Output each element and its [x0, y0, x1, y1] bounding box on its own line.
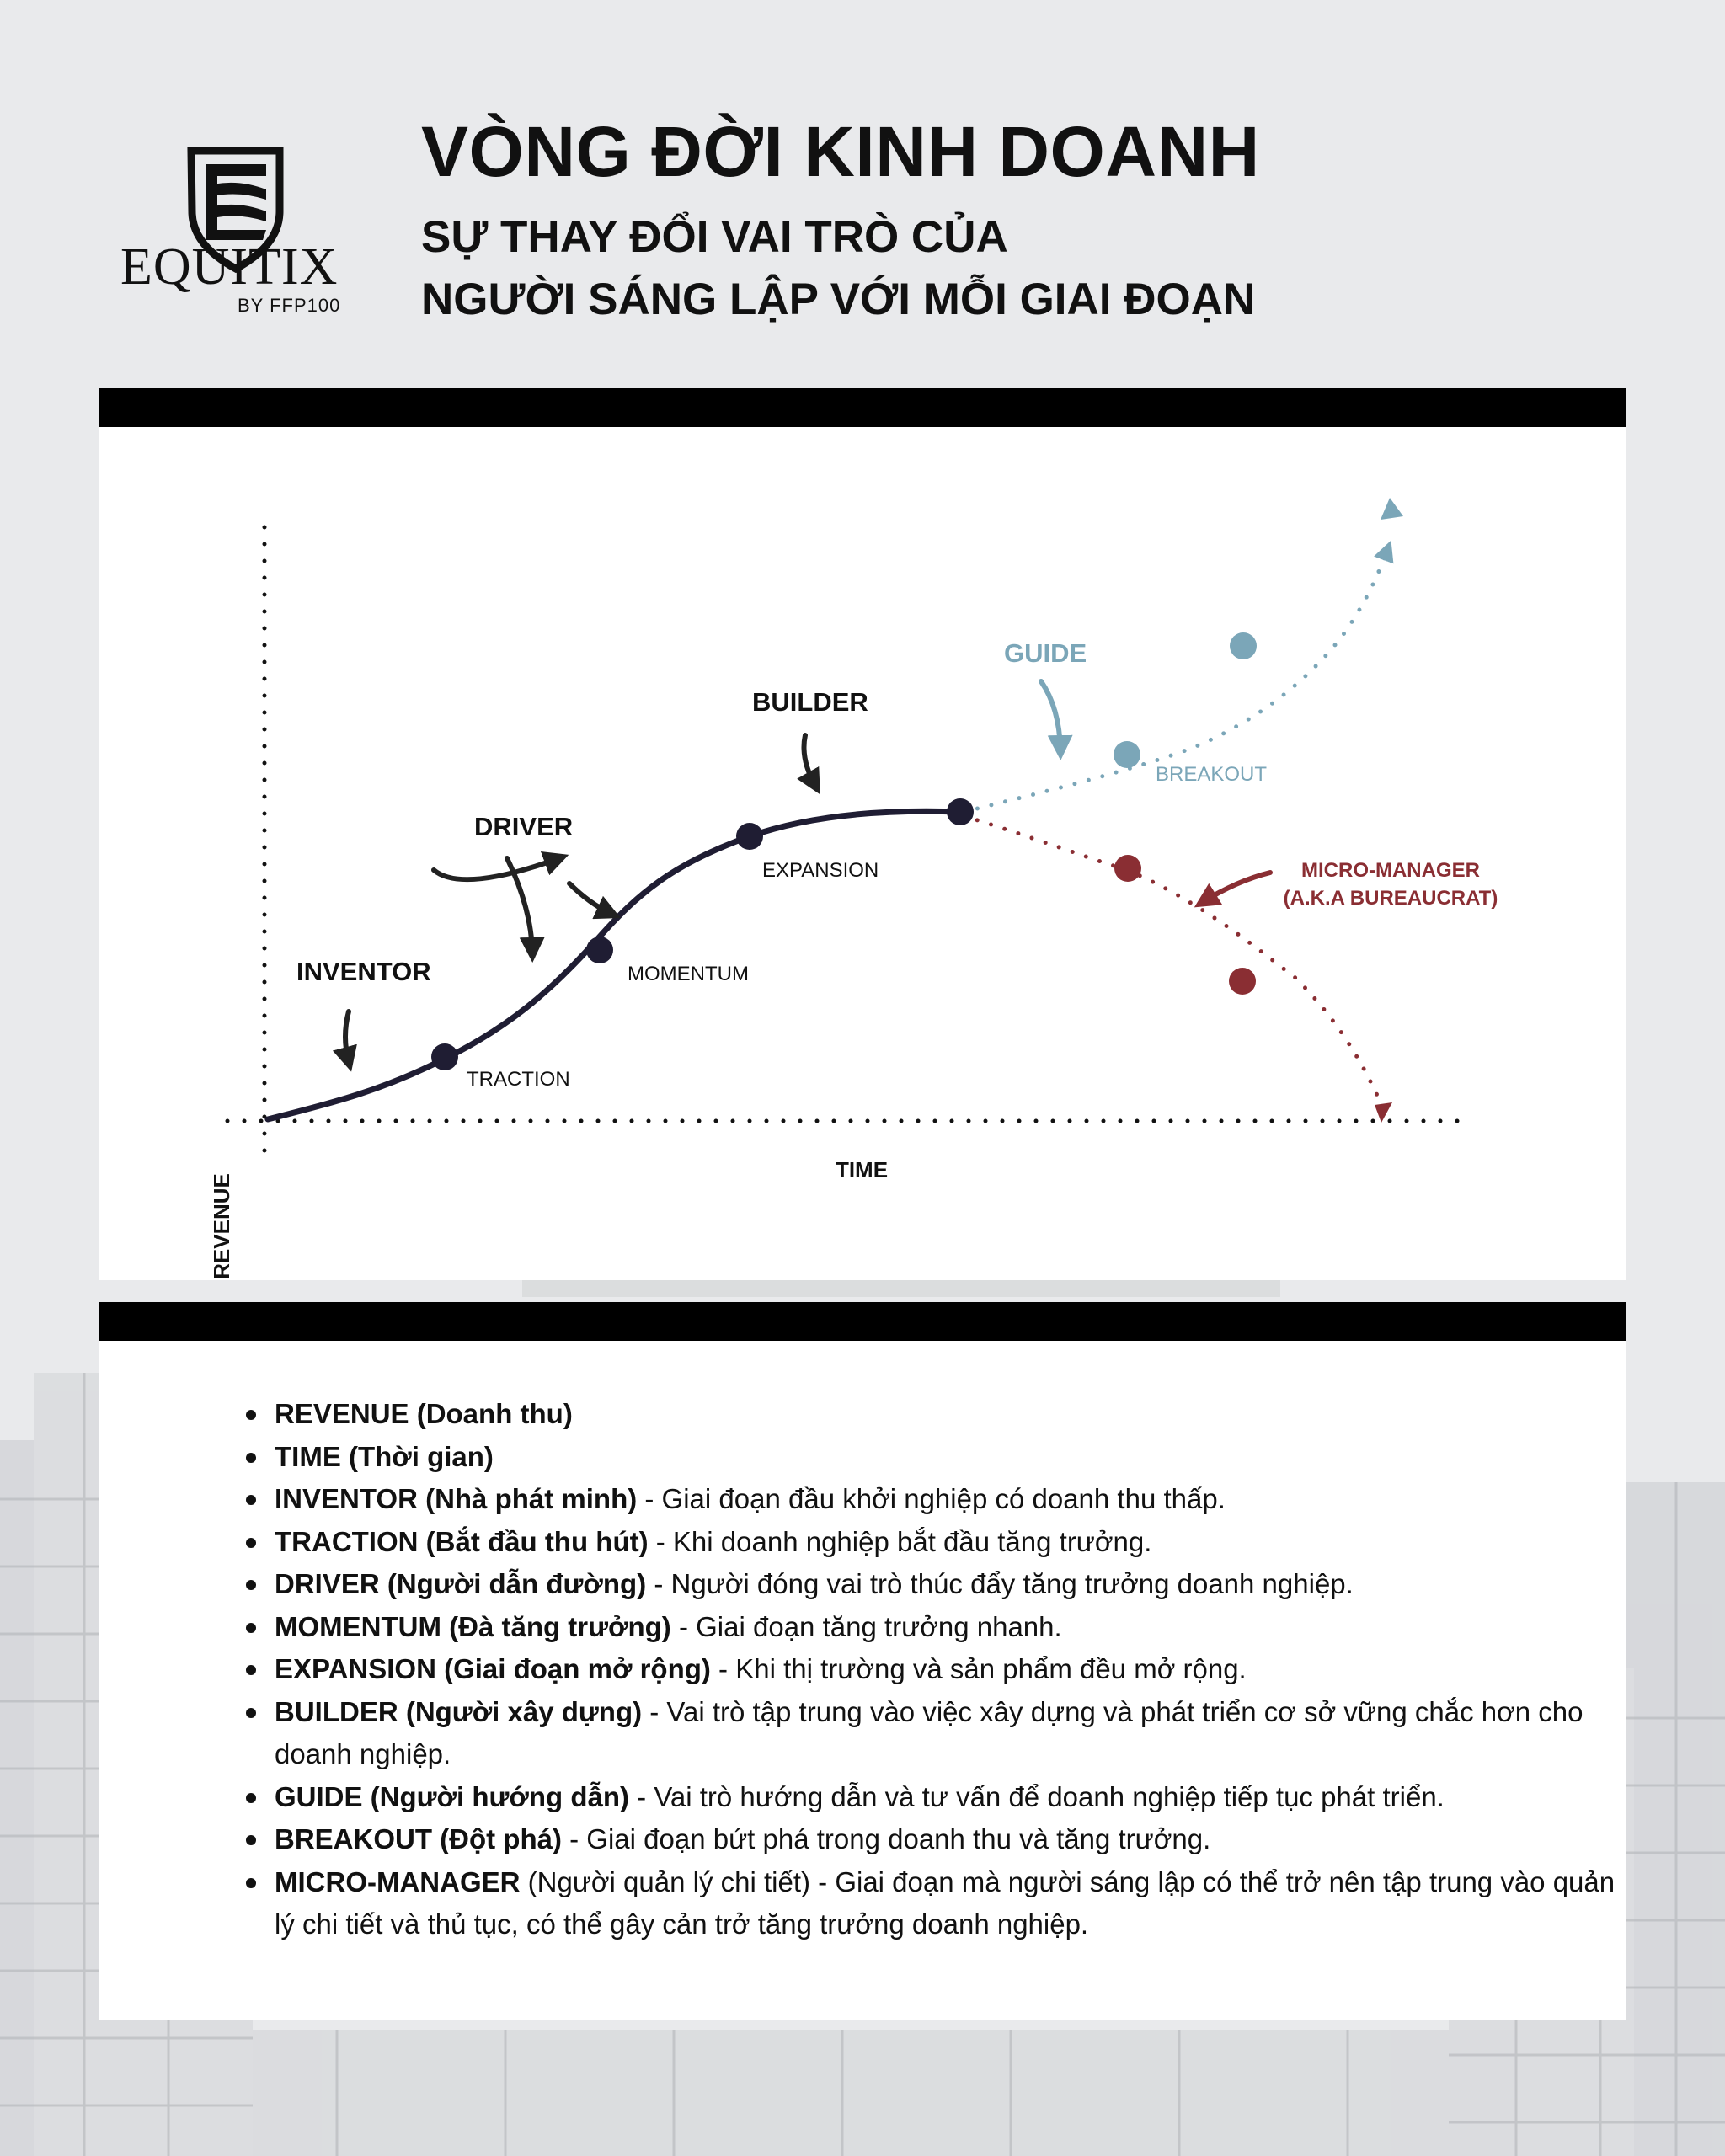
- brand-tagline: BY FFP100: [238, 295, 341, 316]
- lifecycle-diagram-panel: [99, 388, 1626, 1280]
- guide-end-arrow: [1381, 498, 1403, 520]
- glossary-term: TRACTION (Bắt đầu thu hút): [275, 1525, 649, 1557]
- page-title: VÒNG ĐỜI KINH DOANH: [421, 112, 1260, 191]
- glossary-item: [253, 1563, 1617, 1606]
- glossary-description: - Khi doanh nghiệp bắt đầu tăng trưởng.: [648, 1525, 1152, 1557]
- brand-name: EQUITIX: [120, 238, 339, 296]
- driver-arrow-1: [434, 858, 559, 879]
- micro-manager-arrow: [1203, 873, 1270, 902]
- driver-label: DRIVER: [474, 812, 574, 841]
- glossary-item: [253, 1648, 1617, 1691]
- glossary-item: [253, 1606, 1617, 1649]
- glossary-description: - Người đóng vai trò thúc đẩy tăng trưởng doanh nghiệp.: [646, 1568, 1354, 1599]
- expansion-label: EXPANSION: [762, 859, 879, 882]
- glossary-item: [253, 1521, 1617, 1564]
- micro-manager-label: MICRO-MANAGER: [1301, 859, 1480, 882]
- glossary-item: [253, 1393, 1617, 1436]
- glossary-term: BREAKOUT (Đột phá): [275, 1823, 562, 1854]
- glossary-list: [253, 1393, 1617, 1946]
- lifecycle-diagram: [99, 388, 1626, 1280]
- glossary-item: [253, 1776, 1617, 1819]
- guide-upper-dot: [1230, 632, 1257, 659]
- traction-label: TRACTION: [467, 1068, 570, 1091]
- glossary-description: - Giai đoạn tăng trưởng nhanh.: [670, 1610, 1062, 1642]
- glossary-description: - Giai đoạn bứt phá trong doanh thu và tăng trưởng.: [561, 1823, 1211, 1854]
- glossary-term: INVENTOR (Nhà phát minh): [275, 1483, 638, 1514]
- bureaucrat-label: (A.K.A BUREAUCRAT): [1283, 887, 1498, 910]
- glossary-panel: [99, 1302, 1626, 2020]
- glossary-description: - Khi thị trường và sản phẩm đều mở rộng.: [710, 1653, 1247, 1684]
- expansion-dot: [736, 823, 763, 850]
- glossary-description: - Giai đoạn đầu khởi nghiệp có doanh thu thấp.: [637, 1483, 1226, 1514]
- builder-label: BUILDER: [752, 687, 868, 717]
- peak-dot: [947, 798, 974, 825]
- glossary-description: (Người quản lý chi tiết) - Giai đoạn mà người sáng lập có thể trở nên tập trung vào quản lý chi tiết và thủ tục, có thể gây cản trở tăng trưởng doanh nghiệp.: [275, 1865, 1616, 1940]
- panel-header-bar: [99, 1302, 1626, 1341]
- glossary-term: DRIVER (Người dẫn đường): [275, 1568, 647, 1599]
- subtitle-line-2: NGƯỜI SÁNG LẬP VỚI MỖI GIAI ĐOẠN: [421, 275, 1256, 324]
- momentum-dot: [586, 937, 613, 963]
- guide-arrow: [1041, 681, 1060, 750]
- glossary-term: BUILDER (Người xây dựng): [275, 1695, 643, 1727]
- glossary-term: REVENUE (Doanh thu): [275, 1398, 573, 1429]
- glossary-item: [253, 1861, 1617, 1946]
- breakout-label: BREAKOUT: [1156, 763, 1268, 786]
- glossary-item: [253, 1818, 1617, 1861]
- micro-dot-1: [1114, 855, 1141, 882]
- driver-arrow-2: [569, 883, 611, 914]
- page-subtitle: [421, 206, 1255, 331]
- glossary-term: EXPANSION (Giai đoạn mở rộng): [275, 1653, 711, 1684]
- glossary-item: [253, 1436, 1617, 1479]
- axis-y-label: REVENUE: [209, 1173, 234, 1279]
- glossary-term: MOMENTUM (Đà tăng trưởng): [275, 1610, 671, 1642]
- inventor-label: INVENTOR: [296, 957, 431, 986]
- axis-x-label: TIME: [835, 1157, 889, 1182]
- glossary-description: - Vai trò tập trung vào việc xây dựng và phát triển cơ sở vững chắc hơn cho doanh nghiệp.: [275, 1695, 1583, 1769]
- breakout-dot: [1114, 741, 1140, 768]
- glossary-term: MICRO-MANAGER: [275, 1865, 521, 1897]
- momentum-label: MOMENTUM: [628, 963, 749, 985]
- guide-label: GUIDE: [1004, 638, 1087, 668]
- glossary-item: [253, 1691, 1617, 1776]
- traction-dot: [431, 1043, 458, 1070]
- glossary-term: GUIDE (Người hướng dẫn): [275, 1780, 630, 1812]
- inventor-arrow: [345, 1011, 349, 1062]
- builder-arrow: [804, 735, 816, 786]
- glossary-description: - Vai trò hướng dẫn và tư vấn để doanh nghiệp tiếp tục phát triển.: [629, 1780, 1445, 1812]
- micro-dot-2: [1229, 968, 1256, 995]
- subtitle-line-1: SỰ THAY ĐỔI VAI TRÒ CỦA: [421, 212, 1008, 262]
- glossary-term: TIME (Thời gian): [275, 1440, 494, 1472]
- glossary-item: [253, 1478, 1617, 1521]
